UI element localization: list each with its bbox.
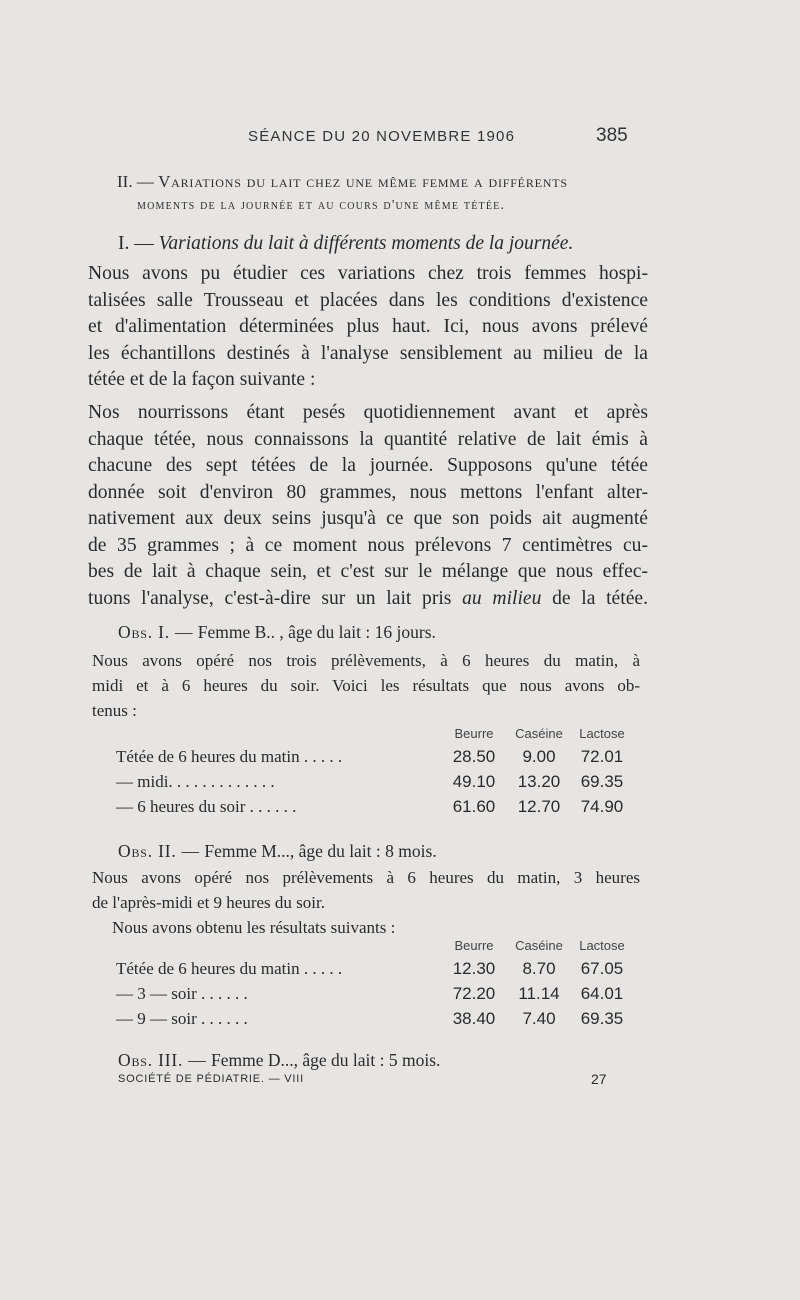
- table-row: [116, 956, 633, 981]
- column-header-caseine: Caséine: [515, 725, 563, 741]
- text-line: Nous avons pu étudier ces variations chez trois femmes hospi-: [88, 263, 648, 284]
- caseine-value: 8.70: [522, 958, 556, 978]
- row-label: — 3 — soir . . . . . .: [116, 983, 248, 1003]
- row-label: — midi. . . . . . . . . . . . .: [116, 771, 275, 791]
- text-line: chaque tétée, nous connaissons la quantité relative de lait émis à: [88, 428, 648, 450]
- text-line: Nous avons obtenu les résultats suivants :: [112, 918, 396, 937]
- column-header-caseine: Caséine: [515, 937, 563, 953]
- subsection-number: I. —: [118, 233, 154, 254]
- lactose-value: 67.05: [580, 958, 624, 978]
- last-line-before: tuons l'analyse, c'est-à-dire sur un lait pris: [88, 587, 452, 609]
- column-header-beurre: Beurre: [454, 937, 494, 953]
- text-line: bes de lait à chaque sein, et c'est sur le mélange que nous effec-: [88, 561, 648, 582]
- text-line: tenus :: [92, 701, 137, 720]
- table-header-spacer: [116, 934, 441, 956]
- paragraph-1: [88, 261, 648, 394]
- lactose-value: 69.35: [580, 771, 624, 791]
- text-line: tétée et de la façon suivante :: [88, 369, 316, 390]
- table-header-row: [116, 934, 633, 956]
- text-line: donnée soit d'environ 80 grammes, nous mettons l'enfant alter-: [88, 481, 648, 503]
- lactose-value: 64.01: [580, 983, 624, 1003]
- beurre-value: 38.40: [452, 1008, 496, 1028]
- text-line: Nous avons opéré nos prélèvements à 6 heures du matin, 3 heures: [92, 868, 640, 887]
- column-header-lactose: Lactose: [579, 725, 625, 741]
- obs3-label: Obs. III. —: [118, 1050, 207, 1070]
- text-line: Nos nourrissons étant pesés quotidiennement avant et après: [88, 402, 648, 423]
- lactose-value: 74.90: [580, 796, 624, 816]
- obs2-description: [92, 865, 640, 940]
- obs2-label: Obs. II. —: [118, 841, 200, 861]
- beurre-value: 12.30: [452, 958, 496, 978]
- section-title-line1: Variations du lait chez une même femme a différents: [158, 172, 568, 191]
- text-line: chacune des sept tétées de la journée. Supposons qu'une tétée: [88, 455, 648, 476]
- obs2-text: Femme M..., âge du lait : 8 mois.: [204, 841, 437, 861]
- page-number: 385: [596, 125, 628, 146]
- text-line: Nous avons opéré nos trois prélèvements, à 6 heures du matin, à: [92, 651, 640, 670]
- footer-sheet-number: 27: [591, 1071, 607, 1087]
- caseine-value: 9.00: [522, 746, 556, 766]
- subsection-title: Variations du lait à différents moments de la journée.: [158, 233, 574, 254]
- row-label: Tétée de 6 heures du matin . . . . .: [116, 958, 343, 978]
- row-label: Tétée de 6 heures du matin . . . . .: [116, 746, 343, 766]
- lactose-value: 72.01: [580, 746, 624, 766]
- beurre-value: 61.60: [452, 796, 496, 816]
- text-line: talisées salle Trousseau et placées dans les conditions d'existence: [88, 289, 648, 311]
- paragraph-2: [88, 400, 648, 612]
- obs1-results-table: [116, 722, 633, 819]
- section-number: II. —: [117, 172, 154, 191]
- row-label: — 9 — soir . . . . . .: [116, 1008, 248, 1028]
- text-line: et d'alimentation déterminées plus haut. Ici, nous avons prélevé: [88, 316, 648, 337]
- section-title-line2: moments de la journée et au cours d'une même tétée.: [137, 198, 506, 213]
- column-header-beurre: Beurre: [454, 725, 494, 741]
- table-row: [116, 1006, 633, 1031]
- table-header-row: [116, 722, 633, 744]
- caseine-value: 13.20: [517, 771, 561, 791]
- last-line-after: de la tétée.: [552, 587, 648, 609]
- footer-signature: SOCIÉTÉ DE PÉDIATRIE. — VIII: [118, 1073, 305, 1085]
- obs1-heading: [118, 622, 436, 643]
- table-row: [116, 769, 633, 794]
- obs2-heading: [118, 841, 437, 862]
- obs2-results-table: [116, 934, 633, 1031]
- caseine-value: 11.14: [518, 983, 560, 1003]
- column-header-lactose: Lactose: [579, 937, 625, 953]
- text-line: nativement aux deux seins jusqu'à ce que son poids ait augmenté: [88, 508, 648, 529]
- caseine-value: 12.70: [517, 796, 561, 816]
- obs3-heading: [118, 1050, 440, 1071]
- table-row: [116, 981, 633, 1006]
- section-heading: [117, 172, 568, 192]
- obs3-text: Femme D..., âge du lait : 5 mois.: [210, 1050, 441, 1070]
- obs1-text: Femme B.. , âge du lait : 16 jours.: [197, 622, 436, 642]
- text-line: les échantillons destinés à l'analyse sensiblement au milieu de la: [88, 342, 648, 364]
- subsection-heading: [118, 233, 573, 255]
- obs1-description: [92, 648, 640, 723]
- beurre-value: 28.50: [452, 746, 496, 766]
- last-line-italic: au milieu: [462, 587, 542, 609]
- table-row: [116, 794, 633, 819]
- text-line: de 35 grammes ; à ce moment nous prélevons 7 centimètres cu-: [88, 534, 648, 556]
- row-label: — 6 heures du soir . . . . . .: [116, 796, 297, 816]
- text-line: de l'après-midi et 9 heures du soir.: [92, 893, 325, 912]
- table-row: [116, 744, 633, 769]
- table-header-spacer: [116, 722, 441, 744]
- beurre-value: 72.20: [452, 983, 496, 1003]
- lactose-value: 69.35: [580, 1008, 624, 1028]
- text-line: [88, 586, 648, 613]
- running-head-title: SÉANCE DU 20 NOVEMBRE 1906: [248, 128, 516, 145]
- beurre-value: 49.10: [452, 771, 496, 791]
- text-line: midi et à 6 heures du soir. Voici les résultats que nous avons ob-: [92, 676, 640, 695]
- obs1-label: Obs. I. —: [118, 622, 194, 642]
- caseine-value: 7.40: [522, 1008, 556, 1028]
